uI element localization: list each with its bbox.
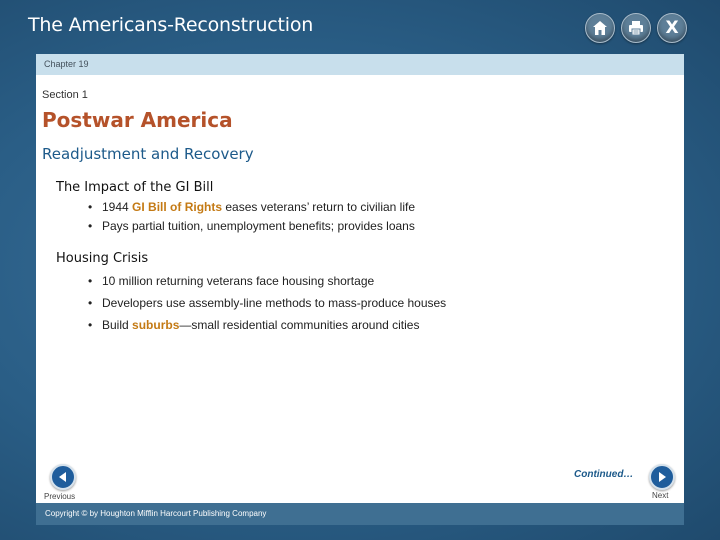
home-button[interactable] bbox=[585, 13, 615, 43]
continued-label: Continued… bbox=[574, 469, 634, 480]
arrow-right-icon bbox=[651, 466, 673, 488]
chapter-label: Chapter 19 bbox=[44, 59, 89, 69]
next-button[interactable] bbox=[649, 464, 675, 490]
print-icon bbox=[627, 19, 645, 37]
list-item: • Build suburbs—small residential communities around cities bbox=[88, 318, 420, 332]
list-item: • 1944 GI Bill of Rights eases veterans’ return to civilian life bbox=[88, 200, 416, 214]
key-term: suburbs bbox=[132, 318, 180, 332]
page-title: Postwar America bbox=[42, 108, 233, 132]
previous-label: Previous bbox=[44, 492, 76, 501]
home-icon bbox=[591, 19, 609, 37]
page-subtitle: Readjustment and Recovery bbox=[42, 145, 254, 163]
print-button[interactable] bbox=[621, 13, 651, 43]
key-term: GI Bill of Rights bbox=[132, 200, 223, 214]
bullet-icon: • bbox=[88, 200, 93, 214]
close-button[interactable] bbox=[657, 13, 687, 43]
list-item: • Developers use assembly-line methods to mass-produce houses bbox=[88, 296, 447, 310]
bullet-icon: • bbox=[88, 318, 93, 332]
bullet-icon: • bbox=[88, 274, 93, 288]
next-label: Next bbox=[652, 491, 669, 500]
previous-button[interactable] bbox=[50, 464, 76, 490]
copyright-text: Copyright © by Houghton Mifflin Harcourt Publishing Company bbox=[45, 509, 267, 518]
app-title: The Americans-Reconstruction bbox=[28, 14, 314, 36]
close-icon: X bbox=[665, 17, 679, 38]
footer-bar bbox=[36, 503, 684, 525]
bullet-icon: • bbox=[88, 219, 93, 233]
chapter-bar bbox=[36, 54, 684, 75]
list-item: • 10 million returning veterans face housing shortage bbox=[88, 274, 375, 288]
topic-title-gi-bill: The Impact of the GI Bill bbox=[56, 180, 214, 195]
bullet-icon: • bbox=[88, 296, 93, 310]
slide-content bbox=[36, 75, 684, 503]
list-item: • Pays partial tuition, unemployment benefits; provides loans bbox=[88, 219, 415, 233]
topic-title-housing: Housing Crisis bbox=[56, 251, 149, 266]
arrow-left-icon bbox=[52, 466, 74, 488]
section-label: Section 1 bbox=[42, 89, 88, 101]
